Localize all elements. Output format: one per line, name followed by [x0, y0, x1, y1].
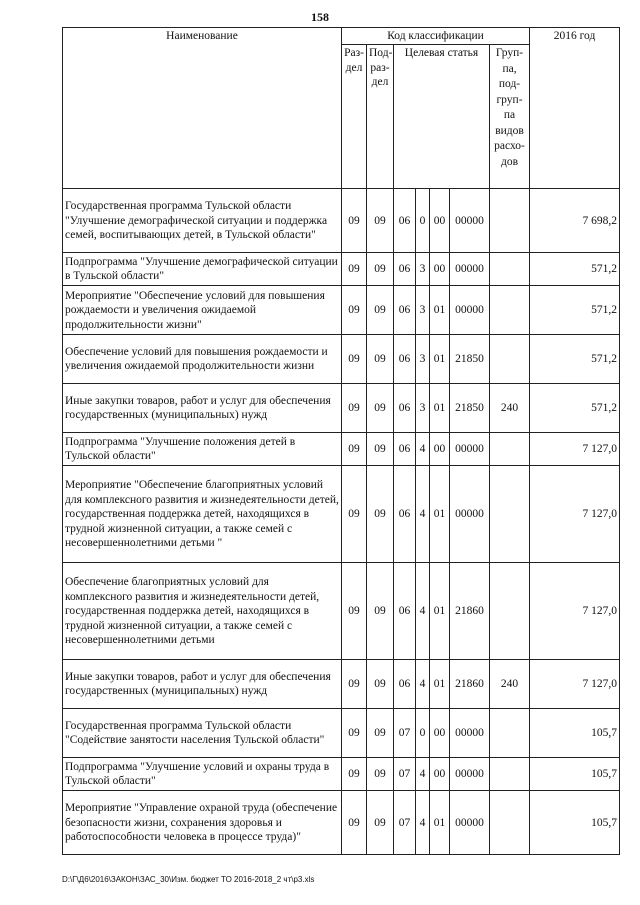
cell-group — [490, 335, 530, 384]
table-row — [63, 791, 620, 855]
cell-cs3: 01 — [430, 286, 450, 335]
cell-name: Мероприятие "Обеспечение благоприятных условий для комплексного развития и жизнедеятельности детей, государственная поддержка детей, находящихся в трудной жизненной ситуации, а также семей с несовершеннолетними детьми " — [63, 466, 342, 563]
cell-amount: 571,2 — [530, 335, 620, 384]
cell-name: Подпрограмма "Улучшение условий и охраны труда в Тульской области" — [63, 758, 342, 791]
cell-cs4: 21860 — [450, 563, 490, 660]
cell-cs4: 00000 — [450, 466, 490, 563]
cell-razdel: 09 — [342, 189, 367, 253]
cell-cs2: 0 — [416, 189, 430, 253]
cell-razdel: 09 — [342, 253, 367, 286]
cell-cs4: 21850 — [450, 384, 490, 433]
cell-razdel: 09 — [342, 758, 367, 791]
page-number: 158 — [311, 10, 329, 24]
cell-cs4: 00000 — [450, 791, 490, 855]
table-row — [63, 660, 620, 709]
cell-podrazdel: 09 — [367, 189, 394, 253]
budget-table — [62, 27, 620, 855]
cell-cs2: 3 — [416, 286, 430, 335]
cell-name: Государственная программа Тульской области "Улучшение демографической ситуации и поддержка семей, воспитывающих детей, в Тульской области" — [63, 189, 342, 253]
cell-cs4: 00000 — [450, 286, 490, 335]
cell-name: Подпрограмма "Улучшение демографической ситуации в Тульской области" — [63, 253, 342, 286]
cell-name: Государственная программа Тульской области "Содействие занятости населения Тульской области" — [63, 709, 342, 758]
header-name: Наименование — [63, 28, 342, 189]
cell-group — [490, 466, 530, 563]
cell-group — [490, 709, 530, 758]
cell-cs3: 00 — [430, 253, 450, 286]
cell-cs1: 06 — [394, 660, 416, 709]
cell-cs3: 01 — [430, 466, 450, 563]
header-group: Груп- па, под- груп- па видов расхо- дов — [490, 45, 530, 189]
cell-cs1: 06 — [394, 335, 416, 384]
cell-cs1: 07 — [394, 709, 416, 758]
cell-cs1: 07 — [394, 791, 416, 855]
cell-group — [490, 189, 530, 253]
cell-cs2: 4 — [416, 791, 430, 855]
cell-amount: 571,2 — [530, 253, 620, 286]
cell-cs1: 06 — [394, 466, 416, 563]
cell-group: 240 — [490, 660, 530, 709]
cell-razdel: 09 — [342, 286, 367, 335]
cell-name: Обеспечение условий для повышения рождаемости и увеличения ожидаемой продолжительности жизни — [63, 335, 342, 384]
cell-name: Иные закупки товаров, работ и услуг для обеспечения государственных (муниципальных) нужд — [63, 660, 342, 709]
cell-amount: 7 127,0 — [530, 433, 620, 466]
cell-razdel: 09 — [342, 709, 367, 758]
cell-cs3: 00 — [430, 433, 450, 466]
cell-group — [490, 433, 530, 466]
table-row — [63, 286, 620, 335]
table-row — [63, 466, 620, 563]
cell-name: Мероприятие "Управление охраной труда (обеспечение безопасности жизни, сохранения здоровья и работоспособности человека в процессе труда)" — [63, 791, 342, 855]
header-year: 2016 год — [530, 28, 620, 189]
header-section: Раз- дел — [342, 45, 367, 189]
cell-podrazdel: 09 — [367, 253, 394, 286]
table-row — [63, 563, 620, 660]
cell-cs2: 4 — [416, 433, 430, 466]
cell-name: Иные закупки товаров, работ и услуг для обеспечения государственных (муниципальных) нужд — [63, 384, 342, 433]
cell-name: Мероприятие "Обеспечение условий для повышения рождаемости и увеличения ожидаемой продолжительности жизни" — [63, 286, 342, 335]
cell-amount: 7 127,0 — [530, 563, 620, 660]
table-row — [63, 189, 620, 253]
cell-group — [490, 563, 530, 660]
cell-cs1: 06 — [394, 189, 416, 253]
cell-cs4: 21850 — [450, 335, 490, 384]
cell-cs3: 01 — [430, 335, 450, 384]
cell-cs2: 4 — [416, 466, 430, 563]
cell-amount: 571,2 — [530, 384, 620, 433]
cell-cs2: 3 — [416, 335, 430, 384]
cell-cs1: 06 — [394, 433, 416, 466]
cell-name: Обеспечение благоприятных условий для комплексного развития и жизнедеятельности детей, государственная поддержка детей, находящихся в трудной жизненной ситуации, а также семей с несовершеннолетними детьми — [63, 563, 342, 660]
table-row — [63, 709, 620, 758]
cell-cs4: 00000 — [450, 253, 490, 286]
cell-amount: 105,7 — [530, 709, 620, 758]
cell-razdel: 09 — [342, 466, 367, 563]
cell-podrazdel: 09 — [367, 563, 394, 660]
header-classification: Код классификации — [342, 28, 530, 45]
header-target: Целевая статья — [394, 45, 490, 189]
cell-group — [490, 253, 530, 286]
cell-cs3: 00 — [430, 189, 450, 253]
cell-podrazdel: 09 — [367, 286, 394, 335]
cell-group — [490, 758, 530, 791]
cell-cs1: 06 — [394, 384, 416, 433]
cell-razdel: 09 — [342, 433, 367, 466]
table-row — [63, 433, 620, 466]
cell-razdel: 09 — [342, 660, 367, 709]
cell-cs1: 06 — [394, 253, 416, 286]
cell-cs4: 00000 — [450, 709, 490, 758]
cell-group — [490, 791, 530, 855]
cell-cs3: 00 — [430, 709, 450, 758]
cell-podrazdel: 09 — [367, 709, 394, 758]
cell-podrazdel: 09 — [367, 466, 394, 563]
cell-cs2: 0 — [416, 709, 430, 758]
cell-group: 240 — [490, 384, 530, 433]
cell-cs3: 01 — [430, 660, 450, 709]
header-subsection: Под- раз- дел — [367, 45, 394, 189]
cell-cs2: 3 — [416, 384, 430, 433]
table-row — [63, 384, 620, 433]
cell-cs1: 07 — [394, 758, 416, 791]
cell-cs3: 01 — [430, 563, 450, 660]
cell-amount: 7 127,0 — [530, 660, 620, 709]
file-path-footer: D:\Г\Д6\2016\ЗАКОН\ЗАС_30\Изм. бюджет ТО 2016-2018_2 чт\р3.xls — [62, 875, 315, 884]
cell-amount: 105,7 — [530, 758, 620, 791]
cell-cs2: 3 — [416, 253, 430, 286]
cell-amount: 105,7 — [530, 791, 620, 855]
cell-podrazdel: 09 — [367, 433, 394, 466]
cell-cs4: 00000 — [450, 189, 490, 253]
cell-cs2: 4 — [416, 563, 430, 660]
cell-podrazdel: 09 — [367, 791, 394, 855]
cell-cs4: 00000 — [450, 758, 490, 791]
cell-name: Подпрограмма "Улучшение положения детей в Тульской области" — [63, 433, 342, 466]
table-row — [63, 758, 620, 791]
cell-cs3: 01 — [430, 791, 450, 855]
cell-amount: 7 698,2 — [530, 189, 620, 253]
cell-cs4: 00000 — [450, 433, 490, 466]
cell-razdel: 09 — [342, 384, 367, 433]
cell-podrazdel: 09 — [367, 335, 394, 384]
table-row — [63, 335, 620, 384]
cell-group — [490, 286, 530, 335]
cell-cs2: 4 — [416, 758, 430, 791]
cell-cs3: 01 — [430, 384, 450, 433]
cell-cs1: 06 — [394, 563, 416, 660]
cell-podrazdel: 09 — [367, 384, 394, 433]
cell-razdel: 09 — [342, 335, 367, 384]
cell-cs4: 21860 — [450, 660, 490, 709]
cell-cs2: 4 — [416, 660, 430, 709]
cell-amount: 571,2 — [530, 286, 620, 335]
cell-razdel: 09 — [342, 563, 367, 660]
cell-razdel: 09 — [342, 791, 367, 855]
table-row — [63, 253, 620, 286]
cell-podrazdel: 09 — [367, 758, 394, 791]
cell-podrazdel: 09 — [367, 660, 394, 709]
cell-cs3: 00 — [430, 758, 450, 791]
cell-amount: 7 127,0 — [530, 466, 620, 563]
cell-cs1: 06 — [394, 286, 416, 335]
